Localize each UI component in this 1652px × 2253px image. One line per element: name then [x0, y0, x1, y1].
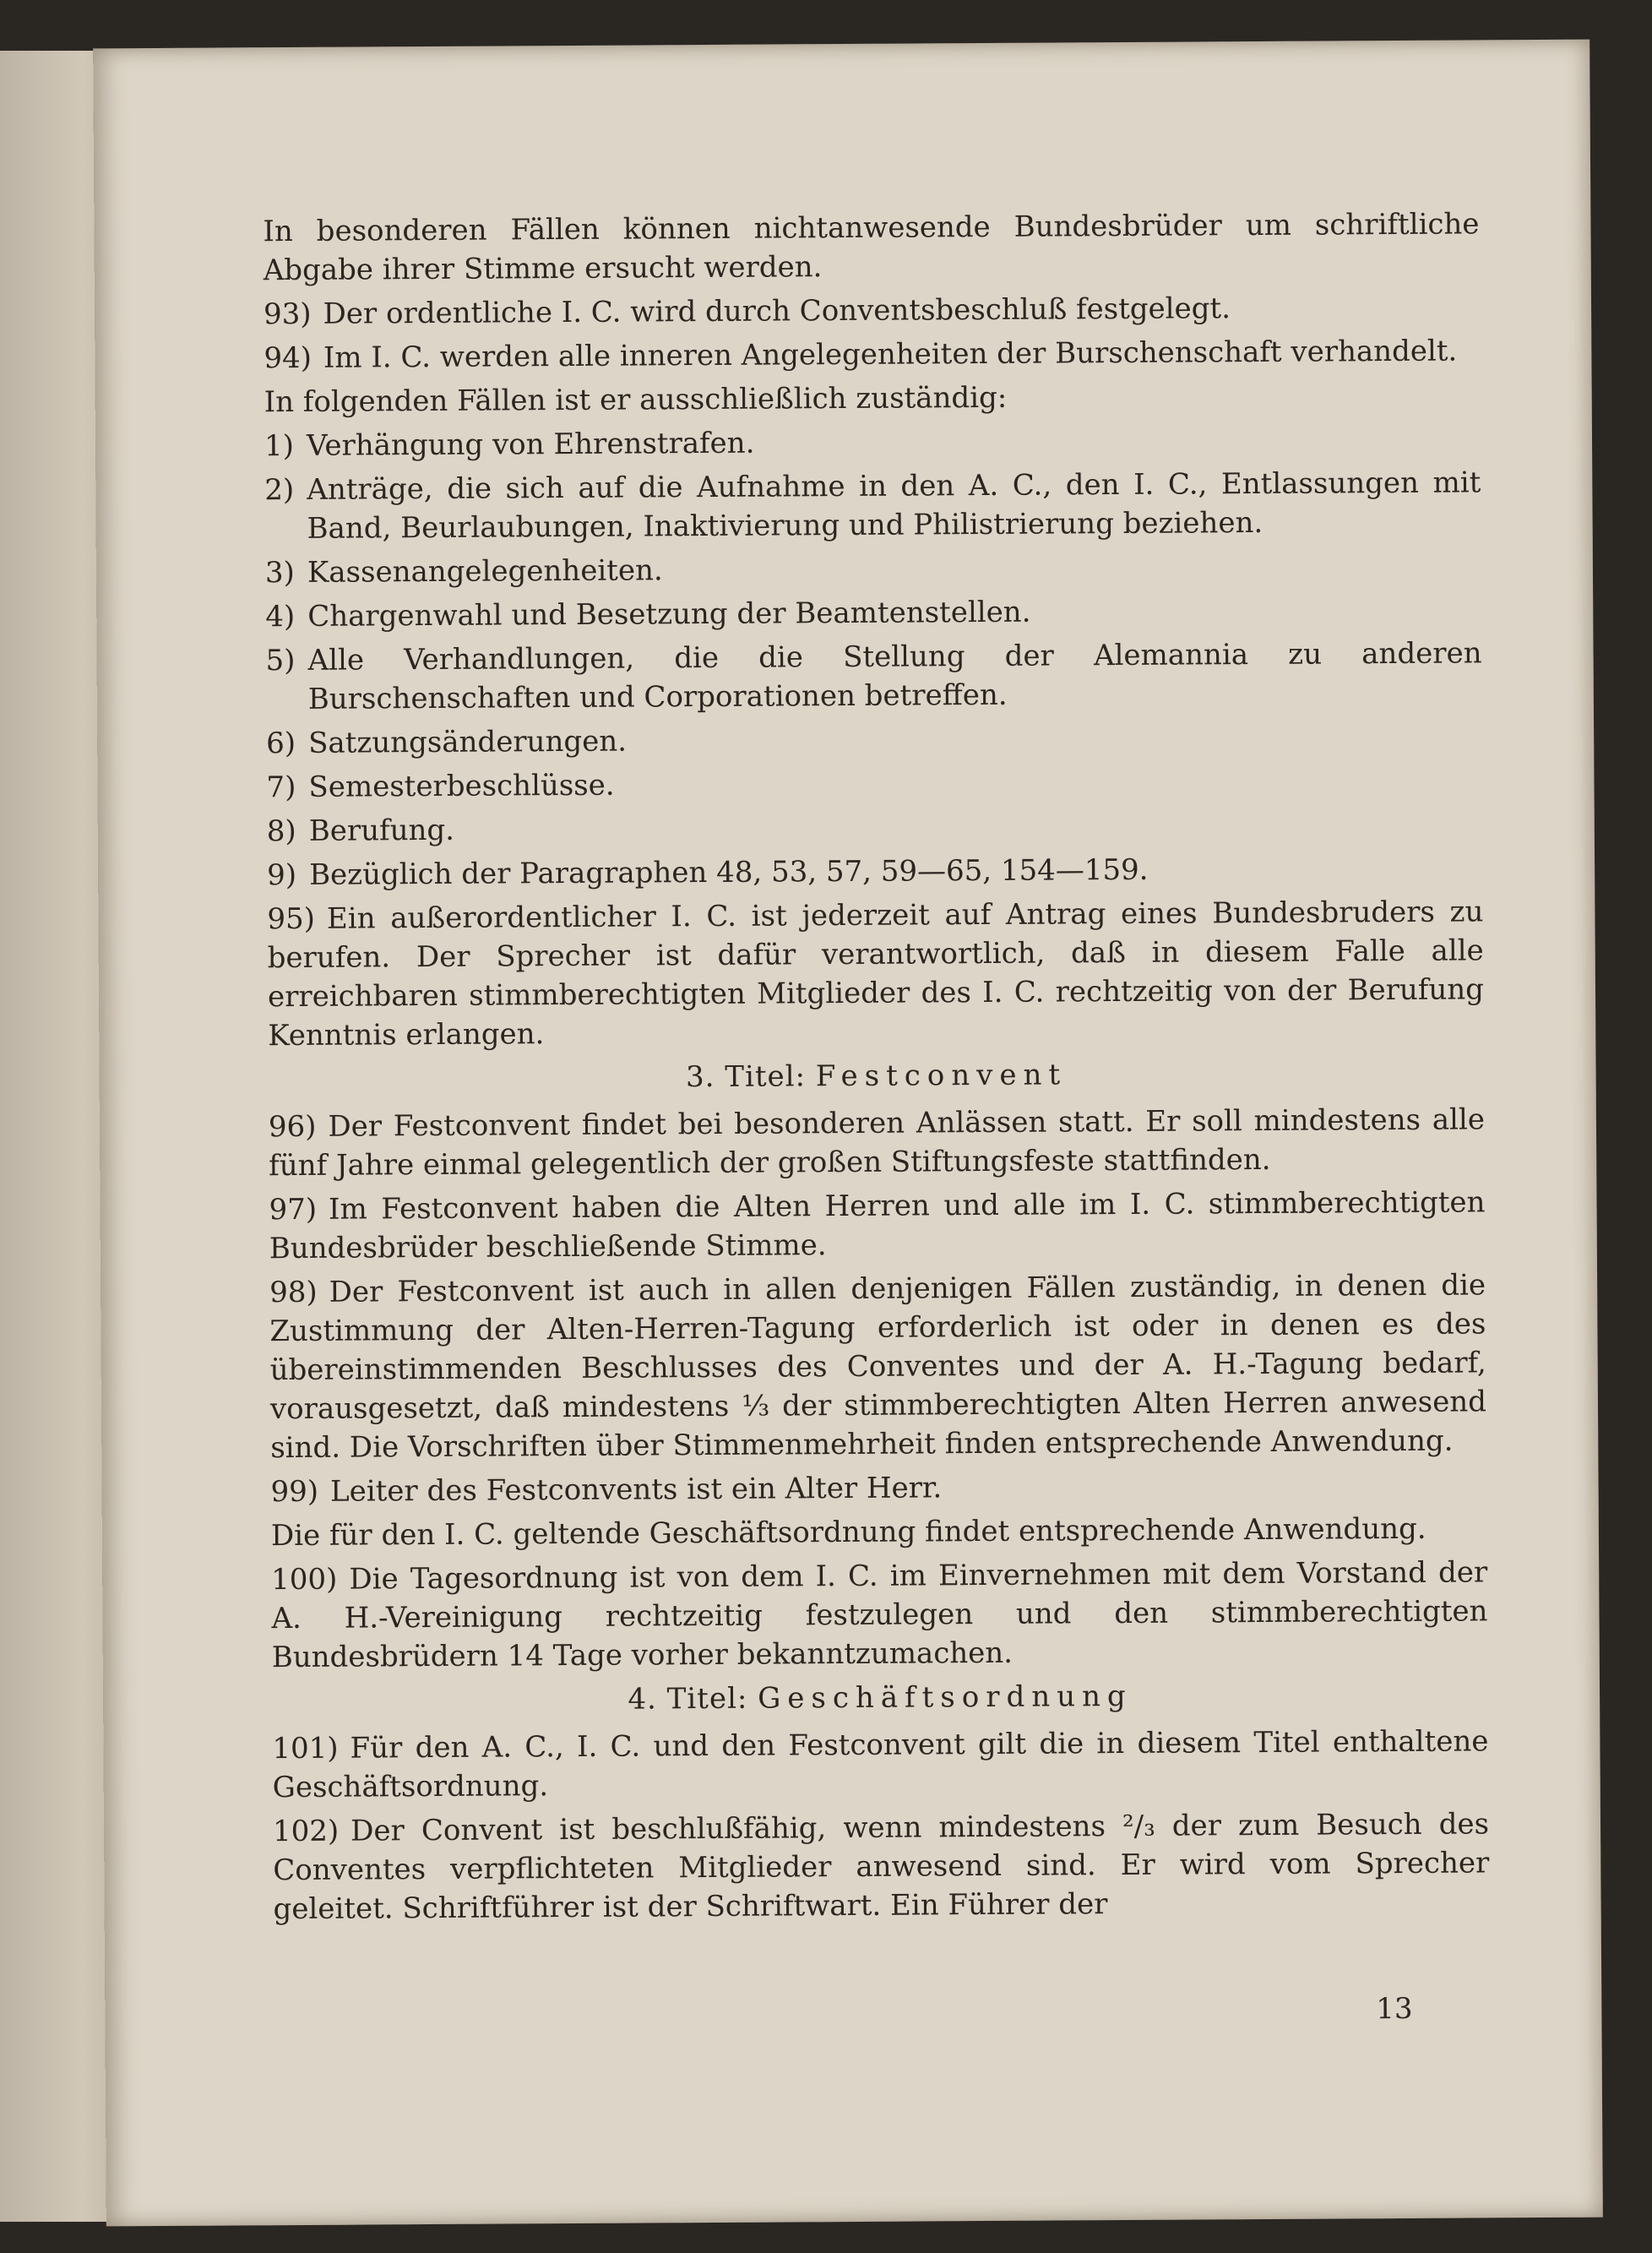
list-text: Bezüglich der Paragraphen 48, 53, 57, 59—65, 154—159. — [309, 852, 1149, 892]
heading-title: Geschäftsordnung — [758, 1679, 1133, 1716]
paragraph-number: 102) — [272, 1814, 340, 1849]
list-text: Berufung. — [308, 813, 455, 848]
list-text: Semesterbeschlüsse. — [308, 768, 615, 804]
list-item — [264, 463, 1481, 548]
paragraph-text: Leiter des Festconvents ist ein Alter Herr. — [329, 1471, 943, 1509]
list-text: Anträge, die sich auf die Aufnahme in den A. C., den I. C., Entlassungen mit Band, Beurlaubungen, Inaktivierung und Philistrierung beziehen. — [307, 465, 1481, 546]
paragraph-text: Der Festconvent findet bei besonderen Anlässen statt. Er soll mindestens alle fünf Jahre einmal gelegentlich der großen Stiftungsfeste stattfinden. — [269, 1102, 1486, 1184]
paragraph-94 — [264, 331, 1480, 378]
list-text: Chargenwahl und Besetzung der Beamtenstellen. — [307, 595, 1031, 634]
paragraph-95 — [267, 892, 1484, 1055]
paragraph-100 — [271, 1553, 1488, 1677]
paragraph-96 — [269, 1100, 1486, 1185]
page-number: 13 — [1376, 1991, 1413, 2027]
list-number: 4) — [265, 599, 296, 634]
list-item — [267, 804, 1483, 851]
paragraph-text: Im Festconvent haben die Alten Herren und alle im I. C. stimmberechtigten Bundesbrüder beschließende Stimme. — [269, 1185, 1486, 1266]
paragraph-99-continued: Die für den I. C. geltende Geschäftsordnung findet entsprechende Anwendung. — [270, 1511, 1426, 1554]
paragraph-number: 101) — [272, 1731, 339, 1766]
list-item — [265, 634, 1482, 719]
paragraph-number: 98) — [269, 1275, 318, 1310]
paragraph-93 — [264, 287, 1480, 334]
paragraph-text: Der ordentliche I. C. wird durch Conventsbeschluß festgelegt. — [323, 291, 1231, 331]
list-number: 7) — [266, 770, 296, 805]
paragraph-98 — [269, 1265, 1486, 1467]
list-item — [267, 848, 1483, 895]
list-number: 2) — [264, 472, 295, 508]
paragraph-number: 95) — [267, 901, 316, 937]
list-item — [266, 760, 1482, 807]
list-item — [266, 716, 1482, 763]
paragraph-text: Im I. C. werden alle inneren Angelegenheiten der Burschenschaft verhandelt. — [323, 334, 1458, 375]
list-text: Verhängung von Ehrenstrafen. — [306, 426, 755, 463]
heading-prefix: 4. Titel: — [628, 1681, 748, 1717]
list-number: 1) — [264, 428, 295, 464]
paragraph-number: 93) — [263, 297, 312, 332]
section-heading-3 — [268, 1053, 1484, 1099]
list-number: 6) — [266, 726, 296, 761]
list-number: 9) — [267, 857, 297, 893]
list-number: 3) — [264, 555, 295, 590]
paragraph-text: Ein außerordentlicher I. C. ist jederzeit auf Antrag eines Bundesbruders zu berufen. Der Sprecher ist dafür verantwortlich, daß in diesem Falle alle erreichbaren stimmberechtigten Mitglieder des I. C. rechtzeitig von der Berufung Kenntnis erlangen. — [267, 895, 1485, 1053]
paragraph-number: 96) — [268, 1109, 317, 1145]
section-heading-4 — [272, 1674, 1488, 1721]
paragraph-102 — [273, 1804, 1490, 1929]
paragraph-101 — [272, 1722, 1489, 1807]
paragraph-text: Der Convent ist beschlußfähig, wenn mindestens ²/₃ der zum Besuch des Conventes verpflichteten Mitglieder anwesend sind. Er wird vom Sprecher geleitet. Schriftführer ist der Schriftwart. Ein Führer der — [273, 1807, 1490, 1927]
paragraph-99 — [270, 1465, 1486, 1511]
list-number: 8) — [266, 814, 296, 849]
book-page — [93, 40, 1603, 2227]
paragraph-number: 94) — [264, 340, 312, 376]
paragraph-number: 100) — [271, 1562, 338, 1597]
heading-prefix: 3. Titel: — [685, 1059, 807, 1095]
paragraph-text: Die Tagesordnung ist von dem I. C. im Einvernehmen mit dem Vorstand der A. H.-Vereinigung rechtzeitig festzulegen und den stimmberechtigten Bundesbrüdern 14 Tage vorher bekanntzumachen. — [271, 1555, 1488, 1675]
paragraph-number: 97) — [269, 1192, 318, 1227]
paragraph-number: 99) — [270, 1474, 319, 1510]
heading-title: Festconvent — [815, 1058, 1068, 1094]
paragraph-97 — [269, 1183, 1486, 1268]
list-item — [264, 419, 1481, 465]
page-text — [263, 204, 1489, 1934]
paragraph-text: Der Festconvent ist auch in allen denjenigen Fällen zuständig, in denen die Zustimmung der Alten-Herren-Tagung erforderlich ist oder in denen es des übereinstimmenden Beschlusses des Conventes und der A. H.-Tagung bedarf, vorausgesetzt, daß mindestens ⅓ der stimmberechtigten Alten Herren anwesend sind. Die Vorschriften über Stimmenmehrheit finden entsprechende Anwendung. — [269, 1268, 1487, 1466]
list-text: Satzungsänderungen. — [308, 724, 628, 760]
list-text: Kassenangelegenheiten. — [307, 553, 663, 590]
intro-paragraph: In besonderen Fällen können nichtanwesende Bundesbrüder um schriftliche Abgabe ihrer Stimme ersucht werden. — [263, 207, 1480, 288]
cases-intro: In folgenden Fällen ist er ausschließlich zuständig: — [264, 380, 1008, 420]
list-text: Alle Verhandlungen, die die Stellung der Alemannia zu anderen Burschenschaften und Corporationen betreffen. — [307, 636, 1482, 716]
list-item — [265, 590, 1481, 636]
list-item — [265, 546, 1481, 592]
list-number: 5) — [265, 643, 296, 678]
paragraph-text: Für den A. C., I. C. und den Festconvent gilt die in diesem Titel enthaltene Geschäftsordnung. — [272, 1724, 1489, 1805]
